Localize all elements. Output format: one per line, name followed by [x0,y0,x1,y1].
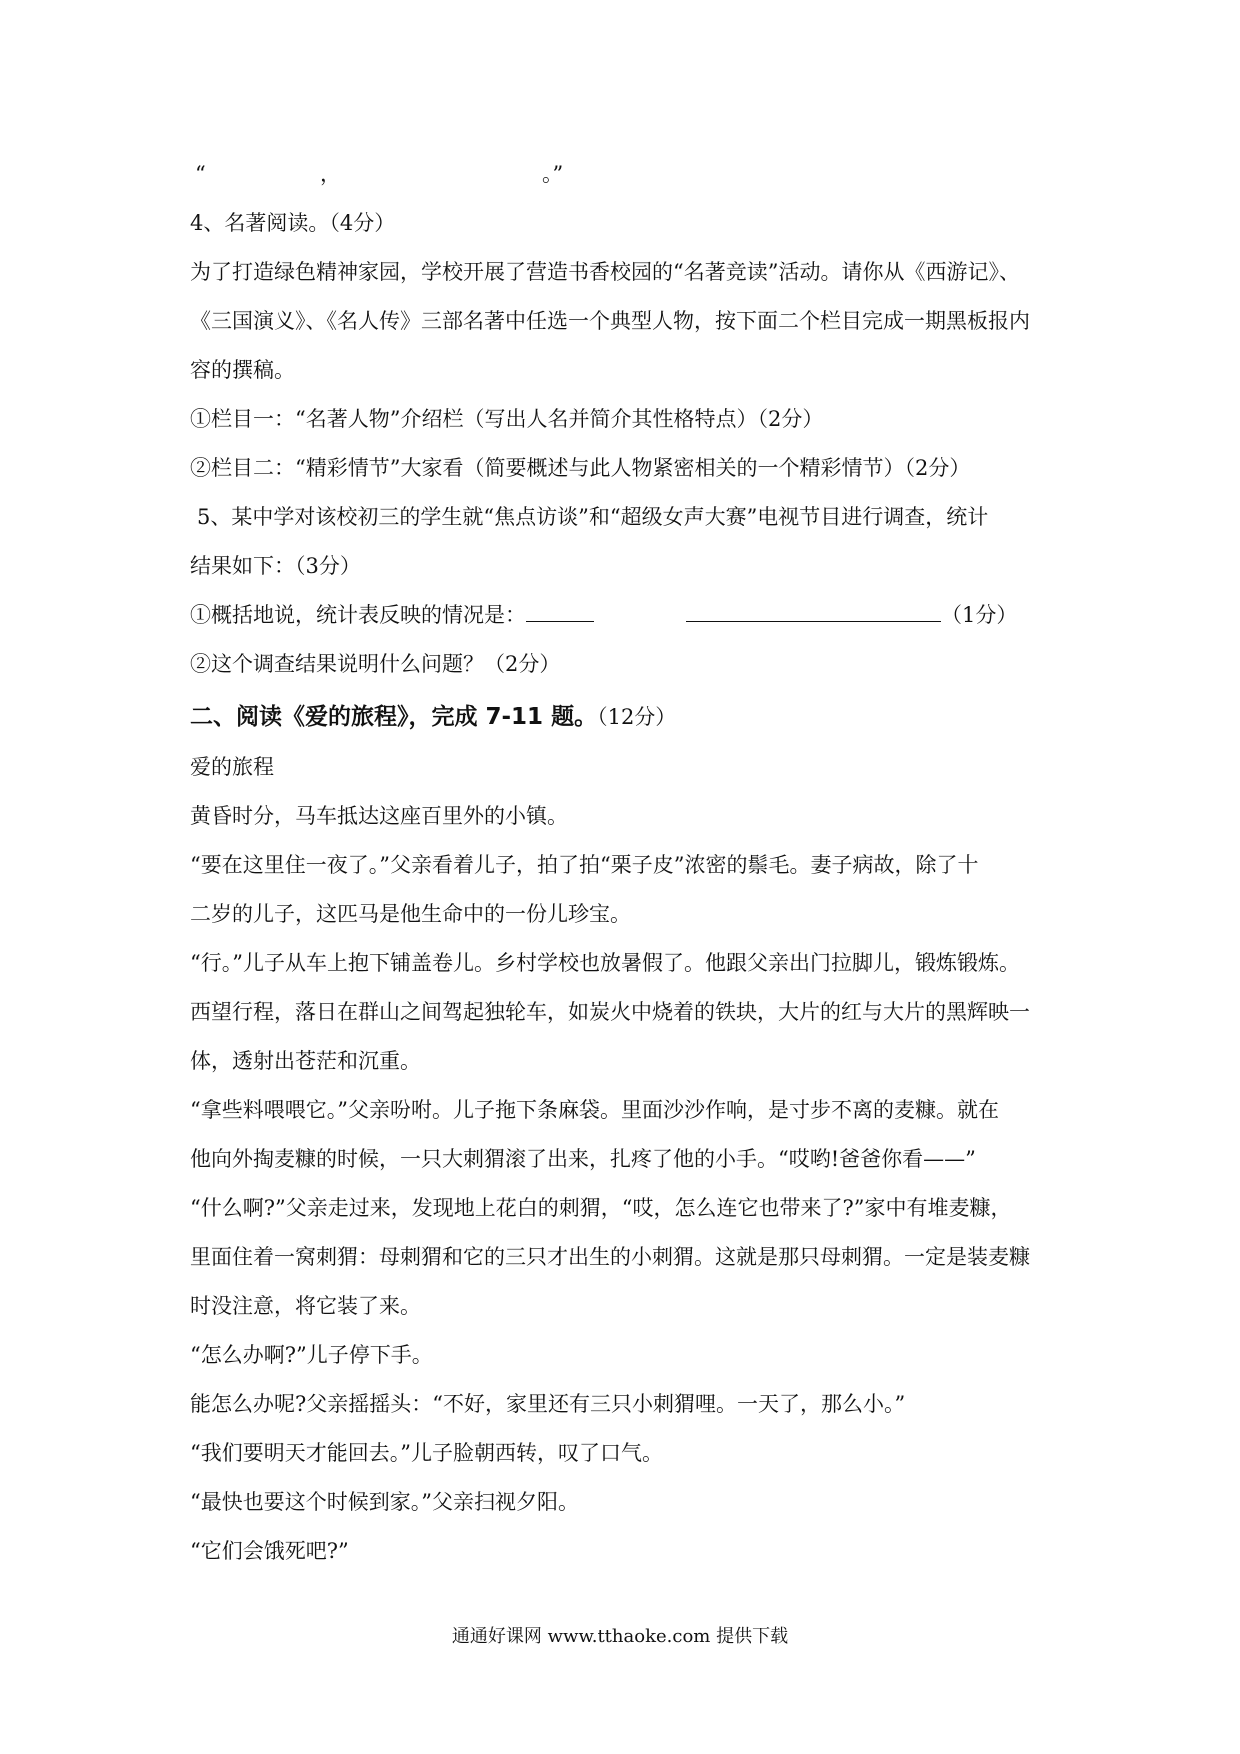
q5-body-line-2: 结果如下：（3分） [190,554,361,578]
story-paragraph-line: 二岁的儿子，这匹马是他生命中的一份儿珍宝。 [190,902,631,926]
q5-item-1-label: ①概括地说，统计表反映的情况是： [190,603,526,627]
story-paragraph-line: “要在这里住一夜了。”父亲看着儿子，拍了拍“栗子皮”浓密的鬃毛。妻子病故，除了十 [190,853,979,877]
quote-blank-line [190,150,1070,199]
q4-item-1: ①栏目一：“名著人物”介绍栏（写出人名并简介其性格特点）（2分） [190,407,824,431]
story-paragraph-line: 能怎么办呢?父亲摇摇头：“不好，家里还有三只小刺猬哩。一天了，那么小。” [190,1392,906,1416]
story-paragraph-line: 黄昏时分，马车抵达这座百里外的小镇。 [190,804,568,828]
story-paragraph-line: “我们要明天才能回去。”儿子脸朝西转，叹了口气。 [190,1441,663,1465]
section-2-score: （12分） [597,705,677,729]
story-title: 爱的旅程 [190,755,274,779]
story-paragraph-line: 里面住着一窝刺猬：母刺猬和它的三只才出生的小刺猬。这就是那只母刺猬。一定是装麦糠 [190,1245,1030,1269]
q5-item-2: ②这个调查结果说明什么问题？（2分） [190,652,561,676]
story-paragraph-line: “什么啊?”父亲走过来，发现地上花白的刺猬，“哎，怎么连它也带来了?”家中有堆麦糠， [190,1196,1012,1220]
page-footer: 通通好课网 www.tthaoke.com 提供下载 [451,1626,789,1647]
q4-item-2: ②栏目二：“精彩情节”大家看（简要概述与此人物紧密相关的一个精彩情节）（2分） [190,456,971,480]
q5-item-1-score: （1分） [941,603,1018,627]
story-paragraph-line: “怎么办啊?”儿子停下手。 [190,1343,433,1367]
q5-item-1 [190,591,1070,640]
quote-comma: ， [320,162,341,186]
story-paragraph-line: 时没注意，将它装了来。 [190,1294,421,1318]
story-paragraph-line: 体，透射出苍茫和沉重。 [190,1049,421,1073]
story-paragraph-line: 西望行程，落日在群山之间驾起独轮车，如炭火中烧着的铁块，大片的红与大片的黑辉映一 [190,1000,1030,1024]
story-paragraph-line: “拿些料喂喂它。”父亲吩咐。儿子拖下条麻袋。里面沙沙作响，是寸步不离的麦糠。就在 [190,1098,999,1122]
q4-body-line-2: 《三国演义》、《名人传》三部名著中任选一个典型人物，按下面二个栏目完成一期黑板报内 [190,309,1030,333]
answer-blank-long [686,595,941,622]
section-2-heading [190,691,1070,743]
story-paragraph-line: 他向外掏麦糠的时候，一只大刺猬滚了出来，扎疼了他的小手。“哎哟!爸爸你看——” [190,1147,976,1171]
q4-body-line-3: 容的撰稿。 [190,358,295,382]
q5-body-line-1: 5、某中学对该校初三的学生就“焦点访谈”和“超级女声大赛”电视节目进行调查，统计 [197,505,989,529]
quote-close: 。” [542,162,564,186]
story-paragraph-line: “它们会饿死吧?” [190,1539,349,1563]
story-paragraph-line: “最快也要这个时候到家。”父亲扫视夕阳。 [190,1490,579,1514]
quote-open: “ [195,162,206,186]
story-paragraph-line: “行。”儿子从车上抱下铺盖卷儿。乡村学校也放暑假了。他跟父亲出门拉脚儿，锻炼锻炼。 [190,951,1020,975]
q4-title: 4、名著阅读。（4分） [190,211,396,235]
section-2-title: 二、阅读《爱的旅程》，完成 7-11 题。 [190,704,598,730]
document-content [190,150,1070,1576]
q4-body-line-1: 为了打造绿色精神家园，学校开展了营造书香校园的“名著竞读”活动。请你从《西游记》、 [190,260,1020,284]
answer-blank-short [526,595,594,622]
